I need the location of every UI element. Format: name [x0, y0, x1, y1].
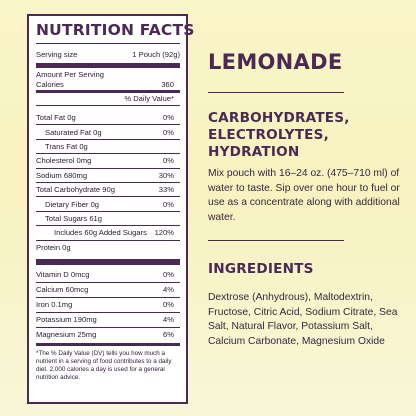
- serving-rule: [36, 63, 180, 68]
- vitamin-dv: 4%: [163, 315, 174, 325]
- nutrient-row: [36, 225, 180, 239]
- subtitle-line: ELECTROLYTES,: [208, 127, 330, 143]
- nutrient-dv: 33%: [158, 185, 174, 195]
- vitamin-row: [36, 297, 180, 312]
- nutrient-dv: 0%: [163, 156, 174, 166]
- vitamin-row: [36, 282, 180, 297]
- subtitle-line: HYDRATION: [208, 144, 300, 160]
- vitamin-row: [36, 312, 180, 327]
- protein-rule: [36, 259, 180, 265]
- nutrient-row: [36, 153, 180, 167]
- serving-size-value: 1 Pouch (92g): [132, 50, 180, 59]
- vitamin-label: Magnesium 25mg: [36, 330, 97, 340]
- vitamin-row: [36, 267, 180, 282]
- directions-text: Mix pouch with 16–24 oz. (475–710 ml) of water to taste. Sip over one hour to fuel or use as a concentrate along with additional water.: [208, 168, 400, 223]
- daily-value-footnote: *The % Daily Value (DV) tells you how much a nutrient in a serving of food contributes to a daily diet. 2,000 calories a day is used for a general nutrition advice.: [36, 349, 172, 381]
- nutrient-row: [36, 211, 180, 225]
- vitamin-label: Iron 0.1mg: [36, 300, 73, 310]
- nutrient-label: Total Fat 0g: [36, 112, 76, 122]
- vitamin-row: [36, 327, 180, 342]
- nutrient-dv: 30%: [158, 170, 174, 180]
- nutrient-label: Includes 60g Added Sugars: [54, 228, 147, 238]
- nutrient-label: Dietary Fiber 0g: [45, 199, 100, 209]
- vitamin-dv: 6%: [163, 330, 174, 340]
- nutrient-label: Protein 0g: [36, 242, 71, 252]
- calories-label: Calories: [36, 80, 64, 89]
- nutrient-label: Sodium 680mg: [36, 170, 88, 180]
- product-name: LEMONADE: [208, 50, 343, 74]
- serving-size-row: [36, 48, 180, 61]
- nutrient-row: [36, 139, 180, 153]
- ingredients-heading: INGREDIENTS: [208, 261, 314, 277]
- divider: [208, 240, 344, 241]
- calories-value: 360: [161, 80, 174, 89]
- vitamin-label: Potassium 190mg: [36, 315, 97, 325]
- nutrition-facts-panel: [27, 14, 195, 404]
- nutrient-row: [36, 168, 180, 182]
- daily-value-header: % Daily Value*: [124, 94, 174, 103]
- ingredients-text: Dextrose (Anhydrous), Maltodextrin, Fructose, Citric Acid, Sodium Citrate, Sea Salt, Natural Flavor, Potassium Salt, Calcium Carbonate, Magnesium Oxide: [208, 292, 398, 347]
- subtitle-line: CARBOHYDRATES,: [208, 110, 350, 126]
- product-subtitle: [208, 110, 350, 161]
- nutrient-label: Cholesterol 0mg: [36, 156, 92, 166]
- nutrient-label: Trans Fat 0g: [45, 141, 88, 151]
- nutrient-label: Total Carbohydrate 90g: [36, 185, 115, 195]
- vitamins-rule: [36, 343, 180, 346]
- nutrient-label: Total Sugars 61g: [45, 213, 102, 223]
- nutrient-dv: 120%: [154, 228, 174, 238]
- calories-row: [36, 79, 180, 90]
- nutrient-row: [36, 110, 180, 124]
- nutrient-dv: 0%: [163, 199, 174, 209]
- vitamin-label: Vitamin D 0mcg: [36, 269, 90, 279]
- nutrient-label: Saturated Fat 0g: [45, 127, 102, 137]
- nutrient-row: [36, 196, 180, 210]
- serving-size-label: Serving size: [36, 50, 78, 59]
- vitamin-dv: 4%: [163, 285, 174, 295]
- vitamin-label: Calcium 60mcg: [36, 285, 89, 295]
- vitamin-dv: 0%: [163, 269, 174, 279]
- nutrient-dv: 0%: [163, 127, 174, 137]
- nutrient-row: [36, 240, 180, 254]
- amount-per-serving: Amount Per Serving: [36, 70, 104, 79]
- nutrient-row: [36, 124, 180, 138]
- title-rule: [36, 43, 180, 44]
- vitamin-dv: 0%: [163, 300, 174, 310]
- nutrient-dv: 0%: [163, 112, 174, 122]
- divider: [208, 92, 344, 93]
- nutrition-facts-title: NUTRITION FACTS: [36, 21, 195, 39]
- nutrient-row: [36, 182, 180, 196]
